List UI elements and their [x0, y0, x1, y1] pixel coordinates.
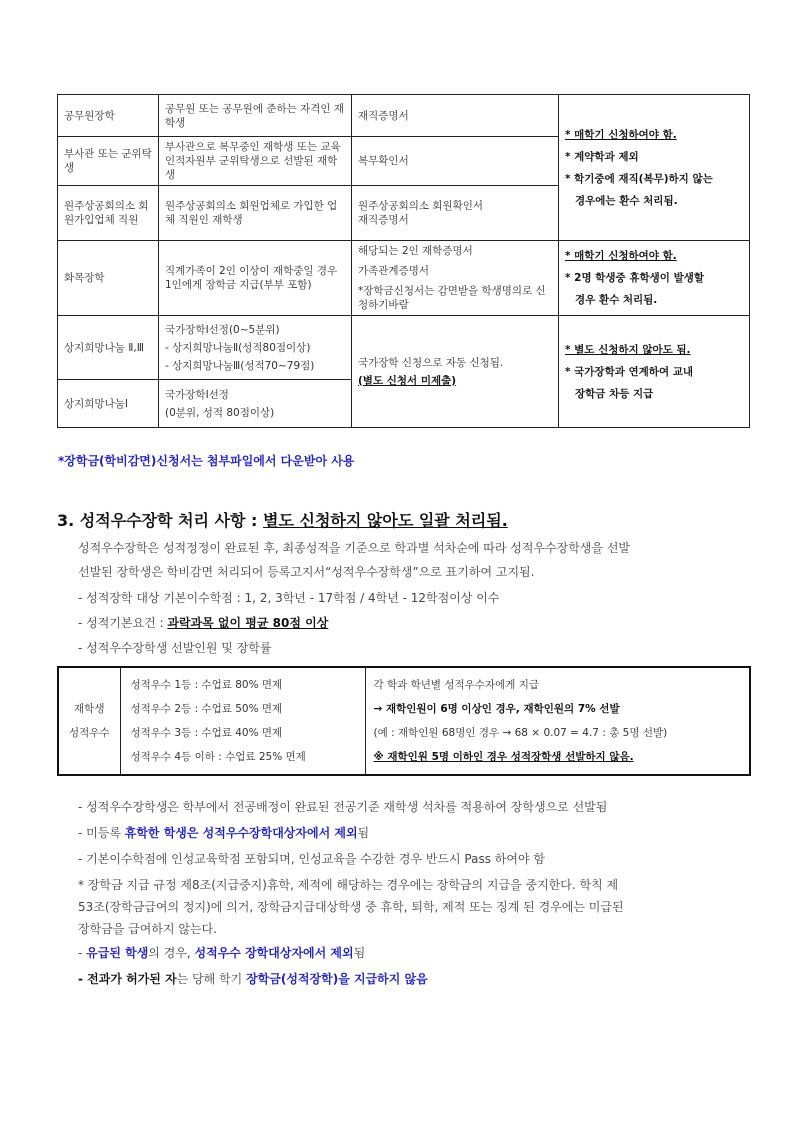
required-document: *장학금신청서는 감면받을 학생명의로 신청하기바람	[358, 285, 546, 311]
required-document: 복무확인서	[352, 137, 559, 186]
target-line: - 상지희망나눔Ⅱ(성적80점이상)	[165, 341, 311, 354]
note-line: - 기본이수학점에 인성교육학점 포함되며, 인성교육을 수강한 경우 반드시 Pass 하여야 함	[78, 852, 545, 866]
description-line: 각 학과 학년별 성적우수자에게 지급	[373, 679, 539, 691]
note-line: * 학기중에 재직(복무)하지 않는	[565, 172, 713, 185]
tier-item: 성적우수 4등 이하 : 수업료 25% 면제	[130, 751, 306, 763]
note-line: * 2명 학생중 휴학생이 발생할	[565, 272, 704, 284]
note-line: * 별도 신청하지 않아도 됨.	[565, 343, 691, 356]
selection-description	[365, 667, 750, 775]
note-line	[78, 968, 428, 990]
note-line: 장학금 차등 지급	[575, 387, 654, 400]
tier-item: 성적우수 1등 : 수업료 80% 면제	[130, 679, 283, 691]
note-highlight: 성적우수 장학대상자에서 제외	[194, 946, 354, 960]
row-label-line: 재학생	[74, 703, 105, 715]
required-document: 재직증명서	[358, 214, 409, 226]
notes-cell	[559, 241, 750, 316]
tier-list	[120, 667, 365, 775]
scholarship-name: 원주상공회의소 회원가입업체 직원	[58, 186, 159, 241]
note-highlight: 장학금(성적장학)을 지급하지 않음	[246, 972, 428, 986]
required-documents	[352, 186, 559, 241]
note-highlight: 휴학한 학생은 성적우수장학대상자에서 제외	[124, 826, 358, 840]
note-highlight: 유급된 학생	[86, 946, 149, 960]
scholarship-target: 부사관으로 복무중인 재학생 또는 교육인적자원부 군위탁생으로 선발된 재학생	[159, 137, 352, 186]
scholarship-name: 화목장학	[58, 241, 159, 316]
merit-scholarship-table	[57, 666, 751, 776]
no-form-required-text: (별도 신청서 미제출)	[358, 374, 457, 387]
section-paragraph-line: 성적우수장학은 성적정정이 완료된 후, 최종성적을 기준으로 학과별 석차순에 따라 성적우수장학생을 선발	[78, 541, 631, 555]
note-text: 의 경우,	[148, 946, 195, 960]
table-row	[58, 241, 750, 316]
description-line: → 재학인원이 6명 이상인 경우, 재학인원의 7% 선발	[373, 703, 620, 715]
auto-apply-cell	[352, 316, 559, 428]
note-text: 됨	[357, 826, 370, 840]
note-line: 53조(장학금급여의 정지)에 의거, 장학금지급대상학생 중 휴학, 퇴학, 제적 또는 징계 된 경우에는 미급된	[78, 900, 624, 914]
scholarship-target	[159, 316, 352, 380]
required-document: 가족관계증명서	[358, 265, 430, 277]
grade-requirement	[78, 614, 328, 631]
table-row	[58, 316, 750, 380]
scholarship-target: 공무원 또는 공무원에 준하는 자격인 재학생	[159, 95, 352, 137]
scholarship-table	[57, 94, 750, 428]
notes-cell	[559, 316, 750, 428]
required-document: 해당되는 2인 재학증명서	[358, 245, 473, 257]
scholarship-target: 원주상공회의소 회원업체로 가입한 업체 직원인 재학생	[159, 186, 352, 241]
scholarship-name: 상지희망나눔Ⅰ	[58, 380, 159, 428]
note-highlight: - 전과가 허가된 자	[78, 972, 177, 986]
section-title	[57, 508, 508, 531]
scholarship-name: 부사관 또는 군위탁생	[58, 137, 159, 186]
grade-requirement-label: - 성적기본요건 :	[78, 616, 168, 630]
note-text: -	[78, 946, 87, 960]
grade-requirement-highlight: 과락과목 없이 평균 80점 이상	[167, 616, 329, 630]
scholarship-target: 직계가족이 2인 이상이 재학중일 경우 1인에게 장학금 지급(부부 포함)	[159, 241, 352, 316]
scholarship-name: 상지희망나눔 Ⅱ,Ⅲ	[58, 316, 159, 380]
note-line: - 성적우수장학생은 학부에서 전공배정이 완료된 전공기준 재학생 석차를 적용하여 장학생으로 선발됨	[78, 800, 608, 814]
description-line: (예 : 재학인원 68명인 경우 → 68 × 0.07 = 4.7 : 총 5명 선발)	[373, 727, 668, 739]
row-label	[58, 667, 120, 775]
note-line: * 국가장학과 연계하여 교내	[565, 365, 694, 378]
notes-cell	[559, 95, 750, 241]
target-line: - 상지희망나눔Ⅲ(성적70~79점)	[165, 359, 315, 372]
note-line	[78, 942, 365, 964]
row-label-line: 성적우수	[68, 727, 110, 739]
required-documents	[352, 241, 559, 316]
note-line	[78, 822, 369, 844]
credit-requirement: - 성적장학 대상 기본이수학점 : 1, 2, 3학년 - 17학점 / 4학년 - 12학점이상 이수	[78, 591, 500, 605]
tier-item: 성적우수 2등 : 수업료 50% 면제	[130, 703, 283, 715]
note-line: * 매학기 신청하여야 함.	[565, 128, 677, 141]
section-title-emphasis: 별도 신청하지 않아도 일괄 처리됨.	[263, 511, 508, 530]
section-title-prefix: 3. 성적우수장학 처리 사항 :	[57, 511, 264, 530]
scholarship-name: 공무원장학	[58, 95, 159, 137]
note-line: * 매학기 신청하여야 함.	[565, 250, 677, 262]
required-document: 원주상공회의소 회원확인서	[358, 200, 484, 212]
target-line: 국가장학Ⅰ선정(0~5분위)	[165, 323, 280, 336]
auto-apply-text: 국가장학 신청으로 자동 신청됨.	[358, 356, 504, 369]
selection-rate-heading: - 성적우수장학생 선발인원 및 장학률	[78, 641, 272, 655]
note-line: * 계약학과 제외	[565, 150, 639, 163]
table-row	[58, 95, 750, 137]
target-line: 국가장학Ⅰ선정	[165, 388, 229, 401]
attachment-note: *장학금(학비감면)신청서는 첨부파일에서 다운받아 사용	[58, 454, 355, 468]
note-line: 경우 환수 처리됨.	[575, 294, 658, 306]
table-row	[58, 667, 750, 775]
tier-item: 성적우수 3등 : 수업료 40% 면제	[130, 727, 283, 739]
note-text: 는 당해 학기	[176, 972, 247, 986]
section-paragraph-line: 선발된 장학생은 학비감면 처리되어 등록고지서“성적우수장학생”으로 표기하여 고지됨.	[78, 565, 535, 579]
note-line: 장학금을 급여하지 않는다.	[78, 922, 217, 936]
required-document: 재직증명서	[352, 95, 559, 137]
note-line: * 장학금 지급 규정 제8조(지급중지)휴학, 제적에 해당하는 경우에는 장학금의 지급을 중지한다. 학칙 제	[78, 878, 619, 892]
description-line: ※ 재학인원 5명 이하인 경우 성적장학생 선발하지 않음.	[373, 751, 634, 763]
note-text: 됨	[353, 946, 366, 960]
note-line: 경우에는 환수 처리됨.	[575, 194, 678, 207]
scholarship-target	[159, 380, 352, 428]
note-text: - 미등록	[78, 826, 125, 840]
target-line: (0분위, 성적 80점이상)	[165, 406, 275, 419]
